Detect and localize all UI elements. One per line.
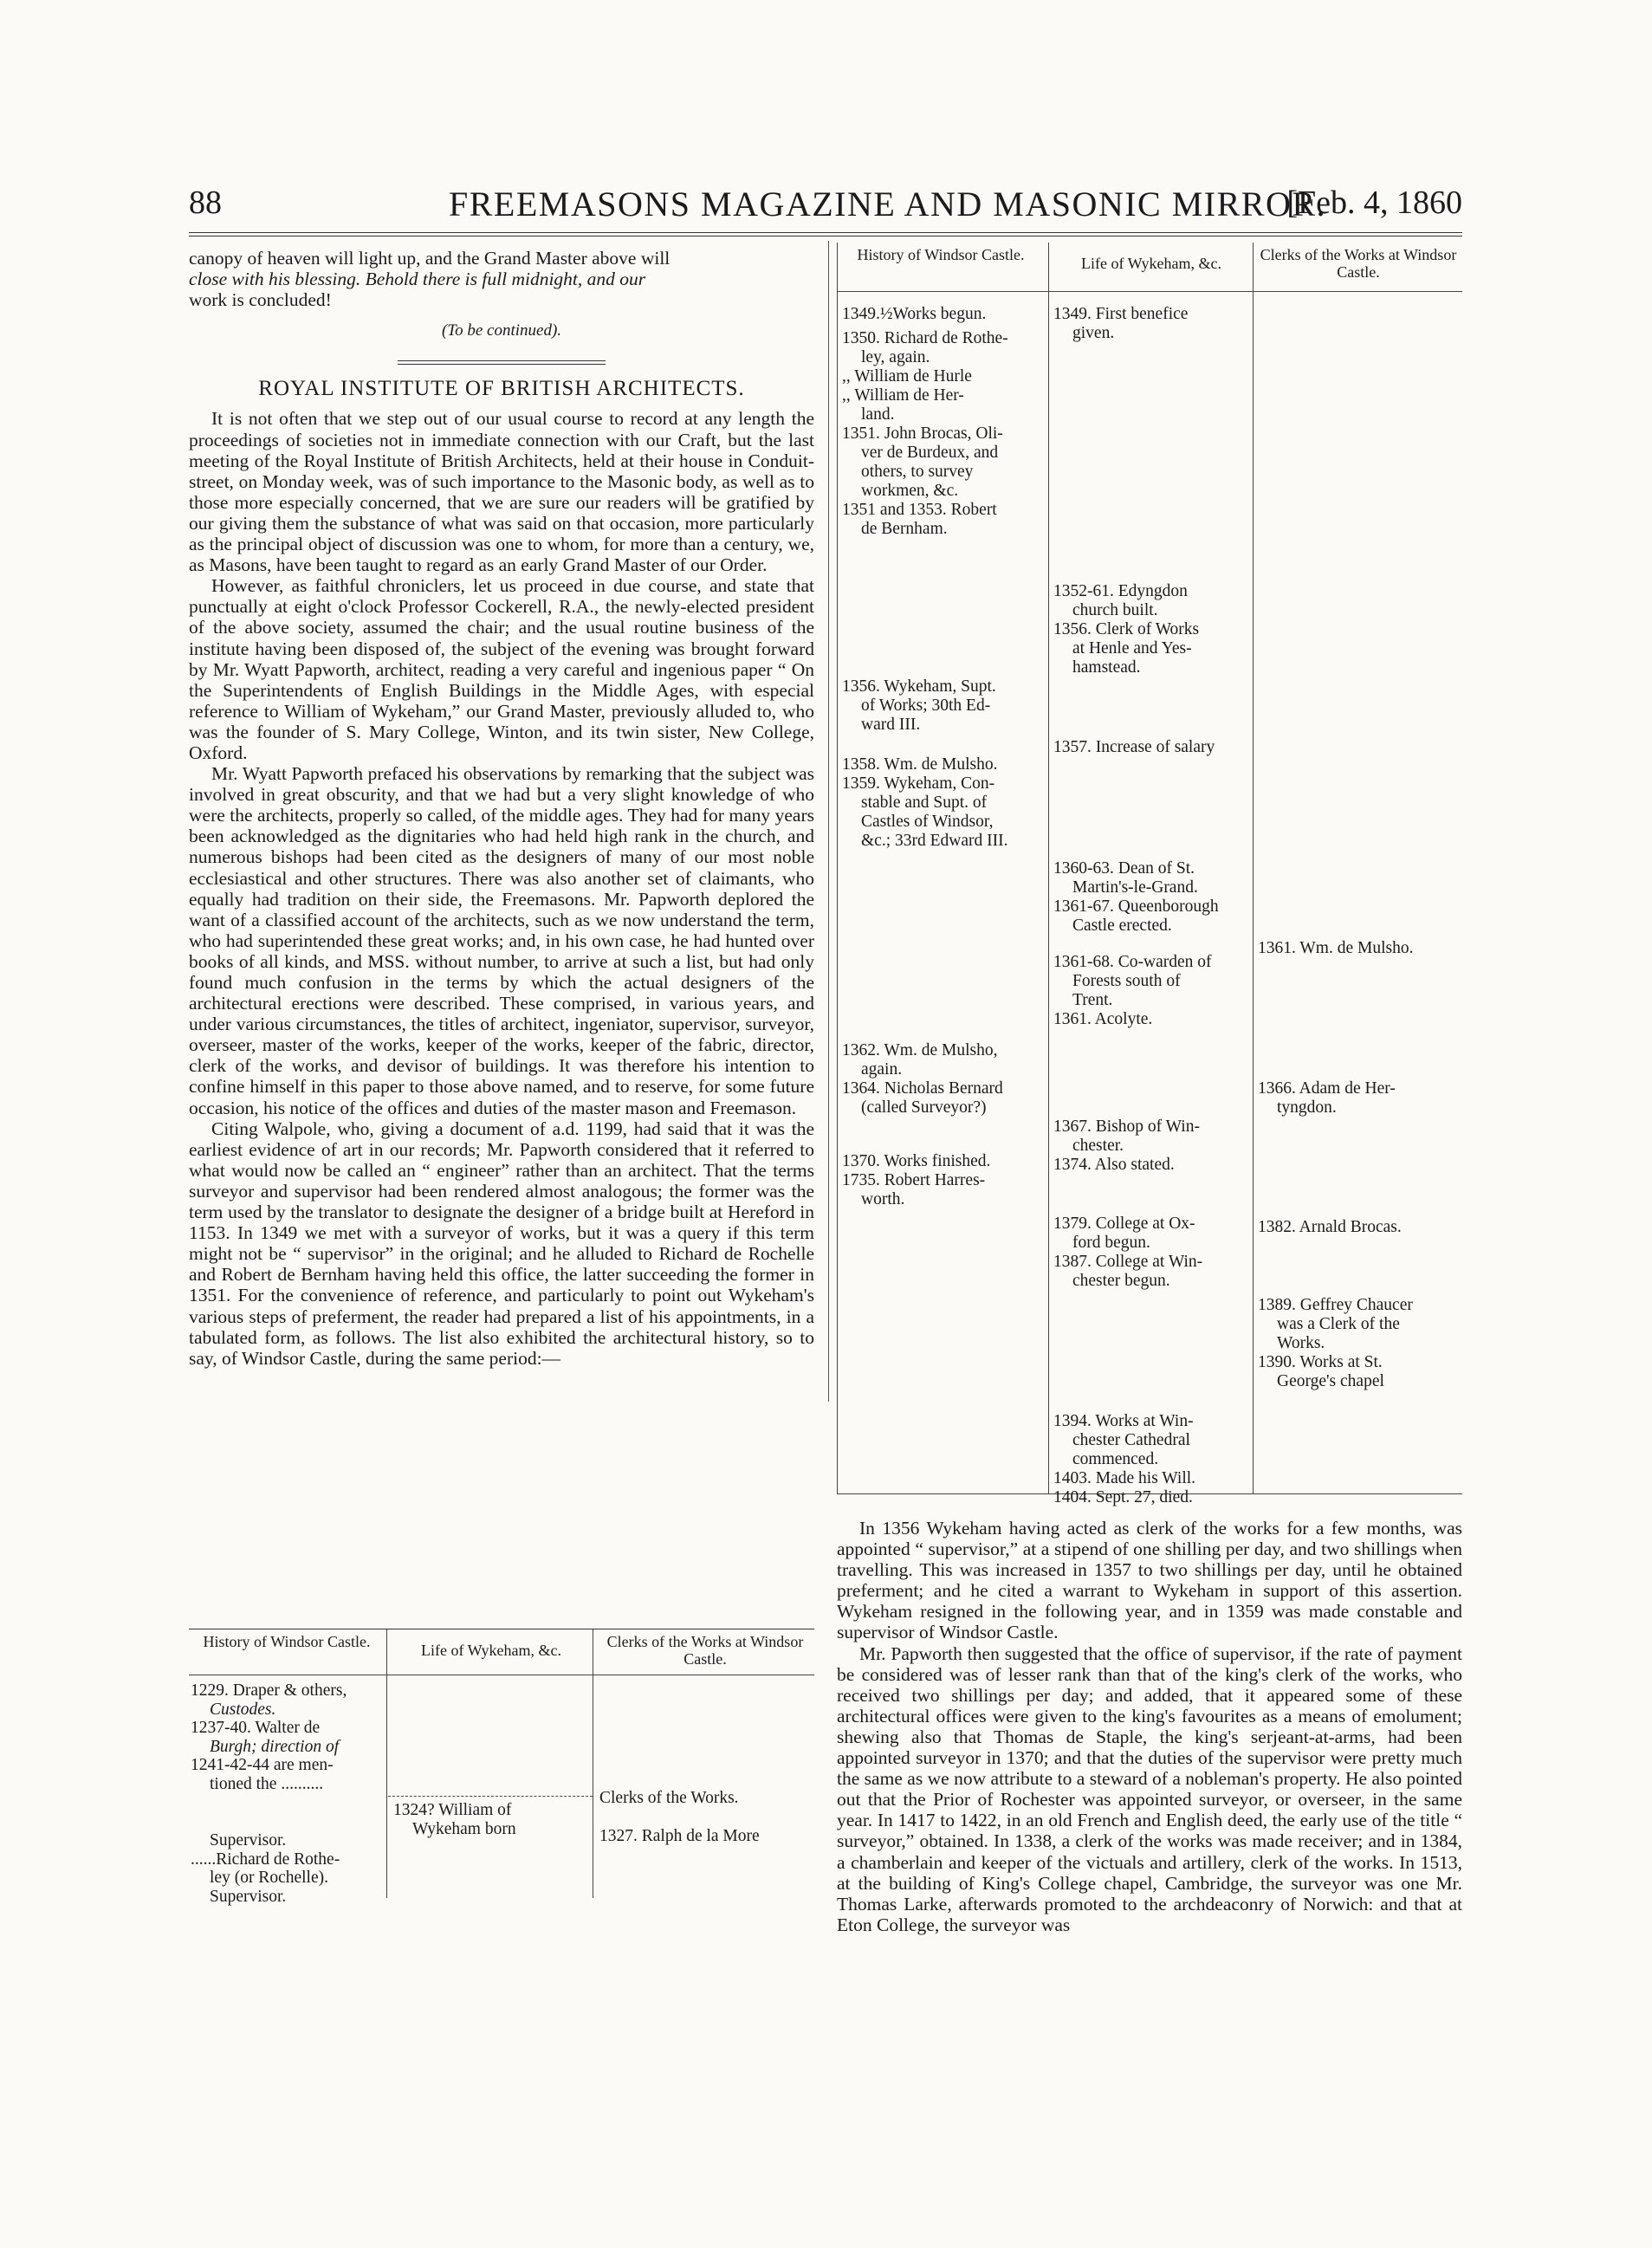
table-header-life: Life of Wykeham, &c. [420,1642,562,1659]
table-line: 1327. Ralph de la More [599,1827,760,1845]
table-entry: 1390. Works at St. [1258,1353,1383,1371]
table-entry: ,, William de Hurle [842,367,972,385]
section-rule [398,360,606,365]
table-line: 1237-40. Walter de [191,1719,321,1737]
table-line: ley (or Rochelle). [210,1869,328,1887]
table-entry: 1361-68. Co-warden of [1053,953,1212,971]
table-entry: 1358. Wm. de Mulsho. [842,755,998,774]
table-header-rule [837,291,1462,292]
table-entry: ver de Burdeux, and [861,444,999,462]
appointments-table-early [189,1629,814,1906]
table-entry: 1350. Richard de Rothe- [842,329,1008,347]
table-entry: 1361. Wm. de Mulsho. [1258,939,1414,957]
table-entry: was a Clerk of the [1277,1315,1400,1333]
left-column [189,248,814,1369]
article-paragraph: It is not often that we step out of our usual course to record at any length the proceedings of societies not in immediate connection with our Craft, but the last meeting of the Royal Institute of British Architects, held at their house in Conduit-street, on Monday week, was of such importance to the Masonic body, as well as to those more especially concerned, that we are sure our readers will be gratified by our giving them the substance of what was said on that occasion, more particularly as the principal object of discussion was one to whom, for more than a century, we, as Masons, have been taught to regard as an early Grand Master of our Order. [189,408,814,576]
table-entry: ley, again. [861,348,930,366]
table-entry: church built. [1072,601,1158,619]
table-entry: 1361. Acolyte. [1053,1010,1153,1028]
intro-line: work is concluded! [189,289,332,311]
table-line [191,1793,383,1831]
table-entry: ward III. [861,716,921,734]
appointments-table [837,243,1462,1506]
table-line: Supervisor. [210,1887,287,1906]
table-entry: stable and Supt. of [861,794,988,812]
table-entry: 1403. Made his Will. [1053,1469,1196,1487]
table-entry: 1370. Works finished. [842,1152,991,1170]
table-entry: of Works; 30th Ed- [861,696,991,715]
table-entry: commenced. [1072,1450,1159,1468]
table-entry: at Henle and Yes- [1072,639,1192,658]
publication-title: FREEMASONS MAGAZINE AND MASONIC MIRROR. [449,185,1327,224]
right-column [837,1518,1462,1935]
table-entry: chester Cathedral [1072,1431,1190,1449]
table-entry: 1389. Geffrey Chaucer [1258,1296,1413,1314]
table-column-rule [1048,243,1049,1493]
table-entry: hamstead. [1072,658,1141,677]
table-entry: Castle erected. [1072,917,1172,935]
table-entry: 1356. Wykeham, Supt. [842,677,996,696]
table-entry: 1349.½Works begun. [842,305,987,323]
table-cell-life [393,1801,589,1838]
table-entry: George's chapel [1277,1372,1384,1390]
table-entry: others, to survey [861,463,974,481]
table-header-life: Life of Wykeham, &c. [1080,255,1222,272]
masthead-rule [189,232,1462,233]
table-header-clerks: Clerks of the Works at Windsor Castle. [606,1633,804,1668]
table-entry: 1366. Adam de Her- [1258,1079,1396,1098]
intro-line: canopy of heaven will light up, and the Grand Master above will [189,248,671,269]
table-entry: worth. [861,1190,905,1208]
article-paragraph: In 1356 Wykeham having acted as clerk of the works for a few months, was appointed “ supervisor,” at a stipend of one shilling per day, and two shillings when travelling. This was increased in 1357 to two shillings per day, until he obtained preferment; and he cited a warrant to Wykeham in support of this assertion. Wykeham resigned in the following year, and in 1359 was made constable and supervisor of Windsor Castle. [837,1518,1462,1643]
table-entry: 1387. College at Win- [1053,1253,1203,1271]
table-header-history: History of Windsor Castle. [203,1633,371,1650]
table-row-rule [388,1796,593,1797]
table-entry: 1379. College at Ox- [1053,1215,1195,1233]
table-header-clerks: Clerks of the Works at Windsor Castle. [1260,246,1457,281]
article-paragraph: Mr. Papworth then suggested that the office of supervisor, if the rate of payment be considered was of lesser rank than that of the king's clerk of the works, who received two shillings per day; and added, that it appeared some of these architectural offices were given to the king's favourites as a means of emolument; shewing also that Thomas de Staple, the king's serjeant-at-arms, had been appointed surveyor in 1370; and that the duties of the supervisor were pretty much the same as we now attribute to a steward of a nobleman's property. He also pointed out that the Prior of Rochester was appointed surveyor, or overseer, in the same year. In 1417 to 1422, in an old French and English deed, the early use of the title “ surveyor,” obtained. In 1338, a clerk of the works was made receiver; and in 1384, a chamberlain and keeper of the victuals and artillery, clerk of the works. In 1513, at the building of King's College chapel, Cambridge, the surveyor was one Mr. Thomas Larke, afterwards promoted to the archdeaconry of Norwich: and that at Eton College, the surveyor was [837,1642,1462,1935]
table-line: Custodes. [210,1700,276,1719]
article-paragraph: However, as faithful chroniclers, let us proceed in due course, and state that punctually at eight o'clock Professor Cockerell, R.A., the newly-elected president of the above society, assumed the chair; and the usual routine business of the institute having been disposed of, the subject of the evening was brought forward by Mr. Wyatt Papworth, architect, reading a very careful and ingenious paper “ On the Superintendents of English Buildings in the Middle Ages, with especial reference to William of Wykeham,” our Grand Master, previously alluded to, who was the founder of S. Mary College, Winton, and its twin sister, New College, Oxford. [189,575,814,763]
table-entry: 1352-61. Edyngdon [1053,582,1188,600]
article-paragraph: Citing Walpole, who, giving a document of a.d. 1199, had said that it was the earliest evidence of art in our records; Mr. Papworth considered that it referred to what would now be called an “ engineer” rather than an architect. That the terms surveyor and supervisor had been rendered almost analogous; the former was the term used by the translator to designate the designer of a bridge built at Hereford in 1153. In 1349 we met with a surveyor of works, but it was a query if this term might not be “ supervisor” in the original; and he alluded to Richard de Rochelle and Robert de Bernham having held this office, the latter succeeding the former in 1351. For the convenience of reference, and particularly to point out Wykeham's various steps of preferment, the reader had prepared a list of his appointments, in a tabulated form, as follows. The list also exhibited the architectural history, so to say, of Windsor Castle, during the same period:— [189,1118,814,1369]
masthead [189,184,1462,227]
table-entry: &c.; 33rd Edward III. [861,832,1008,850]
table-entry: 1394. Works at Win- [1053,1412,1194,1430]
intro-line: close with his blessing. Behold there is full midnight, and our [189,269,646,290]
table-entry: 1351. John Brocas, Oli- [842,424,1003,443]
table-entry: Works. [1277,1334,1325,1352]
table-entry: 1351 and 1353. Robert [842,501,997,519]
table-entry: 1404. Sept. 27, died. [1053,1488,1193,1506]
table-entry: 1356. Clerk of Works [1053,620,1200,638]
table-entry: chester begun. [1072,1272,1170,1290]
table-entry: 1374. Also stated. [1053,1156,1175,1174]
page-number: 88 [189,185,222,221]
table-entry: given. [1072,324,1115,342]
table-entry: 1357. Increase of salary [1053,738,1215,756]
table-entry: ,, William de Her- [842,386,964,405]
table-entry: Forests south of [1072,972,1181,990]
article-heading: ROYAL INSTITUTE OF BRITISH ARCHITECTS. [258,377,745,401]
table-column-rule [386,1629,387,1898]
table-entry: again. [861,1060,903,1079]
table-entry: 1382. Arnald Brocas. [1258,1218,1402,1236]
table-entry: 1359. Wykeham, Con- [842,774,995,793]
table-line: 1229. Draper & others, [191,1681,347,1700]
table-line: 1241-42-44 are men- [191,1756,334,1774]
table-line: Wykeham born [412,1819,516,1838]
article-paragraph: Mr. Wyatt Papworth prefaced his observations by remarking that the subject was involved in great obscurity, and that we had but a very slight knowledge of who were the architects, properly so called, of the middle ages. They had for many years been acknowledged as the dignitaries who had held high rank in the church, and numerous bishops had been cited as the designers of many of our most noble ecclesiastical and other structures. There was also another set of claimants, who equally had tradition on their side, the Freemasons. Mr. Papworth deplored the want of a classified account of the architects, such as we now understand the term, who had superintended these great works; and, in his own case, he had hunted over books of all kinds, and MSS. without number, to arrive at such a list, but had only found much confusion in the terms by which the actual designers of the architectural erections were described. These comprised, in various years, and under various circumstances, the titles of architect, ingeniator, supervisor, surveyor, overseer, master of the works, keeper of the works, keeper of the fabric, director, clerk of the works, and devisor of buildings. It was therefore his intention to confine himself in this paper to those above named, and to reserve, for some future occasion, his notice of the offices and duties of the master mason and Freemason. [189,763,814,1118]
table-column-rule [837,243,838,1493]
table-entry: workmen, &c. [861,482,959,500]
issue-date: [Feb. 4, 1860 [1286,185,1462,221]
table-entry: Trent. [1072,991,1113,1009]
table-entry: de Bernham. [861,520,948,538]
table-entry: 1360-63. Dean of St. [1053,859,1195,878]
table-entry: land. [861,405,895,424]
table-entry: ford begun. [1072,1234,1150,1252]
to-be-continued: (To be continued). [441,321,562,340]
table-line: Supervisor. [210,1831,287,1850]
table-line: 1324? William of [393,1801,512,1819]
table-line: Burgh; direction of [210,1737,340,1756]
table-cell-history [842,305,1046,1223]
table-entry: Martin's-le-Grand. [1072,878,1198,897]
table-cell-clerks [599,1789,813,1846]
intro-text [189,248,814,310]
table-entry: 1364. Nicholas Bernard [842,1079,1003,1098]
table-entry: chester. [1072,1137,1124,1155]
table-entry: (called Surveyor?) [861,1098,987,1117]
table-entry: tyngdon. [1277,1098,1337,1117]
table-entry: 1362. Wm. de Mulsho, [842,1041,998,1059]
table-cell-life [1053,305,1251,1518]
table-cell-history [191,1681,383,1906]
table-header-history: History of Windsor Castle. [857,246,1025,263]
table-cell-clerks [1258,305,1462,1396]
table-entry: 1349. First benefice [1053,305,1189,323]
table-entry: 1735. Robert Harres- [842,1171,986,1189]
table-entry: 1367. Bishop of Win- [1053,1118,1200,1136]
table-column-rule [1253,243,1254,1493]
table-line: Clerks of the Works. [599,1789,739,1807]
column-divider [828,241,829,1402]
table-line: ......Richard de Rothe- [191,1850,340,1869]
table-entry: 1361-67. Queenborough [1053,897,1219,916]
table-line: tioned the .......... [210,1774,324,1793]
table-entry: Castles of Windsor, [861,813,994,831]
